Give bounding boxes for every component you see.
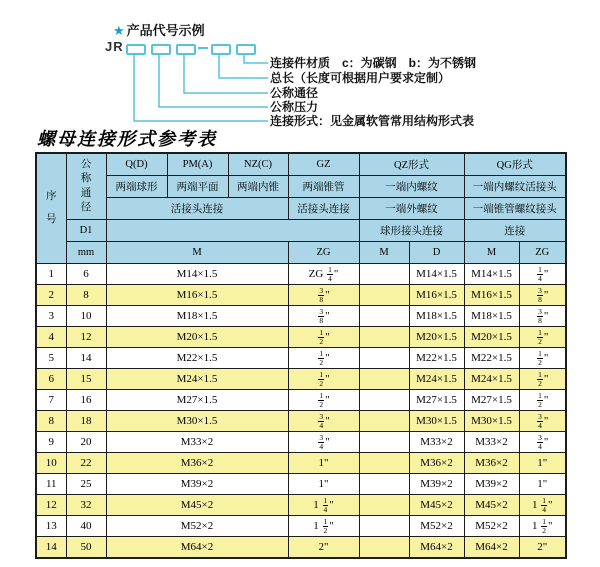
cell-qz-d: M39×2: [409, 474, 464, 495]
cell-qz-m: [359, 264, 409, 285]
header-qg-desc2: 一端锥管螺纹接头: [464, 198, 566, 220]
cell-qg-m: M39×2: [464, 474, 519, 495]
cell-qz-m: [359, 474, 409, 495]
stacked-fraction: $\frac{3}{8}$: [319, 306, 324, 325]
cell-seq: 3: [36, 306, 66, 327]
page-title: 螺母连接形式参考表: [37, 129, 217, 149]
cell-qg-m: M20×1.5: [464, 327, 519, 348]
stacked-fraction: $\frac{1}{4}$: [323, 495, 328, 514]
cell-qz-d: M27×1.5: [409, 390, 464, 411]
header-unit-zg: ZG: [288, 242, 359, 264]
cell-m: M22×1.5: [106, 348, 288, 369]
cell-zg: $\frac{3}{4}$ ": [288, 411, 359, 432]
stacked-fraction: $\frac{1}{4}$: [328, 264, 332, 283]
cell-qg-m: M16×1.5: [464, 285, 519, 306]
cell-qz-d: M24×1.5: [409, 369, 464, 390]
cell-qz-m: [359, 327, 409, 348]
cell-zg: $\frac{3}{4}$ ": [288, 432, 359, 453]
cell-zg: $\frac{1}{2}$ ": [288, 327, 359, 348]
table-row: [36, 390, 566, 411]
stacked-fraction: $\frac{3}{4}$: [538, 411, 542, 430]
header-gz-conn: 活接头连接: [288, 198, 359, 220]
cell-mm: 20: [66, 432, 106, 453]
header-pm-desc: 两端平面: [167, 176, 228, 198]
cell-seq: 11: [36, 474, 66, 495]
cell-qz-d: M16×1.5: [409, 285, 464, 306]
cell-qz-d: M22×1.5: [409, 348, 464, 369]
header-unit-qz-m: M: [359, 242, 409, 264]
cell-qg-zg: 1": [519, 453, 566, 474]
cell-seq: 14: [36, 537, 66, 559]
cell-mm: 32: [66, 495, 106, 516]
cell-qg-m: M18×1.5: [464, 306, 519, 327]
cell-mm: 50: [66, 537, 106, 559]
cell-mm: 12: [66, 327, 106, 348]
stacked-fraction: $\frac{1}{2}$: [319, 390, 324, 409]
cell-qz-d: M18×1.5: [409, 306, 464, 327]
cell-m: M30×1.5: [106, 411, 288, 432]
cell-m: M45×2: [106, 495, 288, 516]
table-row: [36, 516, 566, 537]
code-prefix: JR: [105, 39, 124, 54]
cell-qg-zg: $\frac{3}{4}$ ": [519, 411, 566, 432]
table-body: [36, 264, 566, 559]
table-row: [36, 306, 566, 327]
header-col-qg: QG形式: [464, 153, 566, 176]
cell-seq: 13: [36, 516, 66, 537]
cell-m: M27×1.5: [106, 390, 288, 411]
cell-zg: 1 $\frac{1}{2}$ ": [288, 516, 359, 537]
table-row: [36, 495, 566, 516]
cell-mm: 8: [66, 285, 106, 306]
cell-qg-m: M30×1.5: [464, 411, 519, 432]
cell-m: M64×2: [106, 537, 288, 559]
table-row: [36, 264, 566, 285]
stacked-fraction: $\frac{3}{8}$: [538, 306, 542, 325]
cell-mm: 22: [66, 453, 106, 474]
cell-m: M36×2: [106, 453, 288, 474]
cell-qz-d: M64×2: [409, 537, 464, 559]
header-left-conn: 活接头连接: [106, 198, 288, 220]
cell-seq: 1: [36, 264, 66, 285]
cell-m: M18×1.5: [106, 306, 288, 327]
cell-qz-d: M33×2: [409, 432, 464, 453]
cell-zg: $\frac{3}{8}$ ": [288, 285, 359, 306]
stacked-fraction: $\frac{1}{2}$: [538, 327, 542, 346]
header-unit-qz-d: D: [409, 242, 464, 264]
cell-qg-zg: $\frac{1}{2}$ ": [519, 348, 566, 369]
table-row: [36, 285, 566, 306]
cell-qg-m: M52×2: [464, 516, 519, 537]
cell-qz-d: M45×2: [409, 495, 464, 516]
cell-qg-m: M45×2: [464, 495, 519, 516]
header-seq: 序号: [36, 153, 66, 264]
cell-zg: $\frac{1}{2}$ ": [288, 348, 359, 369]
cell-qg-zg: $\frac{1}{2}$ ": [519, 327, 566, 348]
cell-qz-m: [359, 411, 409, 432]
header-row-4: [36, 220, 566, 242]
cell-qg-zg: 1 $\frac{1}{4}$ ": [519, 495, 566, 516]
cell-zg: 1 $\frac{1}{4}$ ": [288, 495, 359, 516]
cell-qz-m: [359, 348, 409, 369]
cell-mm: 25: [66, 474, 106, 495]
stacked-fraction: $\frac{1}{2}$: [538, 369, 542, 388]
table-row: [36, 411, 566, 432]
cell-mm: 6: [66, 264, 106, 285]
header-row-2: [36, 176, 566, 198]
cell-qz-m: [359, 537, 409, 559]
stacked-fraction: $\frac{1}{2}$: [538, 390, 542, 409]
cell-mm: 15: [66, 369, 106, 390]
cell-seq: 10: [36, 453, 66, 474]
stacked-fraction: $\frac{1}{4}$: [538, 264, 542, 283]
header-col-q: Q(D): [106, 153, 167, 176]
cell-qg-m: M33×2: [464, 432, 519, 453]
cell-qz-m: [359, 495, 409, 516]
cell-qz-d: M52×2: [409, 516, 464, 537]
cell-zg: 1": [288, 453, 359, 474]
header-qg-conn: 连接: [464, 220, 566, 242]
stacked-fraction: $\frac{1}{2}$: [319, 348, 324, 367]
header-row-3: [36, 198, 566, 220]
table-row: [36, 369, 566, 390]
cell-qz-m: [359, 306, 409, 327]
cell-seq: 8: [36, 411, 66, 432]
header-d1: D1: [66, 220, 106, 242]
cell-qz-m: [359, 369, 409, 390]
table-row: [36, 348, 566, 369]
header-col-gz: GZ: [288, 153, 359, 176]
table-row: [36, 432, 566, 453]
cell-mm: 14: [66, 348, 106, 369]
cell-qz-m: [359, 285, 409, 306]
label-nominal-diameter: 公称通径: [270, 86, 319, 100]
table-row: [36, 537, 566, 559]
cell-zg: $\frac{3}{8}$ ": [288, 306, 359, 327]
cell-seq: 5: [36, 348, 66, 369]
cell-qz-d: M30×1.5: [409, 411, 464, 432]
cell-zg: $\frac{1}{2}$ ": [288, 369, 359, 390]
header-col-qz: QZ形式: [359, 153, 464, 176]
stacked-fraction: $\frac{3}{4}$: [538, 432, 542, 451]
cell-qg-zg: $\frac{1}{4}$ ": [519, 264, 566, 285]
cell-qg-zg: $\frac{1}{2}$ ": [519, 369, 566, 390]
header-gz-desc: 两端锥管: [288, 176, 359, 198]
header-col-pm: PM(A): [167, 153, 228, 176]
cell-seq: 12: [36, 495, 66, 516]
label-nominal-pressure: 公称压力: [270, 100, 319, 114]
cell-seq: 6: [36, 369, 66, 390]
header-q-desc: 两端球形: [106, 176, 167, 198]
header-qg-desc1: 一端内螺纹活接头: [464, 176, 566, 198]
cell-qz-d: M14×1.5: [409, 264, 464, 285]
label-connector-material: 连接件材质 c：为碳钢 b：为不锈钢: [270, 56, 477, 70]
cell-mm: 10: [66, 306, 106, 327]
header-qz-desc2: 一端外螺纹: [359, 198, 464, 220]
label-total-length: 总长（长度可根据用户要求定制）: [270, 71, 451, 85]
header-nz-desc: 两端内锥: [228, 176, 288, 198]
cell-qz-m: [359, 516, 409, 537]
stacked-fraction: $\frac{3}{4}$: [319, 411, 324, 430]
cell-qg-m: M24×1.5: [464, 369, 519, 390]
star-icon: ★: [113, 23, 125, 38]
cell-m: M52×2: [106, 516, 288, 537]
cell-qg-m: M14×1.5: [464, 264, 519, 285]
cell-m: M16×1.5: [106, 285, 288, 306]
header-qz-conn: 球形接头连接: [359, 220, 464, 242]
header-unit-qg-zg: ZG: [519, 242, 566, 264]
header-row-1: [36, 153, 566, 176]
cell-seq: 9: [36, 432, 66, 453]
cell-m: M20×1.5: [106, 327, 288, 348]
cell-seq: 7: [36, 390, 66, 411]
cell-qz-m: [359, 432, 409, 453]
cell-zg: 1": [288, 474, 359, 495]
cell-seq: 4: [36, 327, 66, 348]
cell-qg-zg: 2": [519, 537, 566, 559]
stacked-fraction: $\frac{3}{8}$: [538, 285, 542, 304]
cell-mm: 40: [66, 516, 106, 537]
diagram-heading-text: 产品代号示例: [126, 23, 205, 38]
cell-qg-zg: 1 $\frac{1}{2}$ ": [519, 516, 566, 537]
reference-table: [35, 152, 567, 559]
cell-qg-m: M64×2: [464, 537, 519, 559]
cell-qg-zg: $\frac{1}{2}$ ": [519, 390, 566, 411]
table-row: [36, 474, 566, 495]
cell-qg-zg: $\frac{3}{8}$ ": [519, 285, 566, 306]
cell-qz-m: [359, 453, 409, 474]
cell-seq: 2: [36, 285, 66, 306]
table-row: [36, 453, 566, 474]
header-nominal-diameter: 公称通径: [66, 153, 106, 220]
header-unit-mm: mm: [66, 242, 106, 264]
header-empty-cell: [106, 220, 359, 242]
header-unit-m: M: [106, 242, 288, 264]
cell-m: M39×2: [106, 474, 288, 495]
cell-m: M24×1.5: [106, 369, 288, 390]
cell-qz-m: [359, 390, 409, 411]
stacked-fraction: $\frac{1}{2}$: [319, 369, 324, 388]
stacked-fraction: $\frac{1}{4}$: [542, 495, 546, 514]
cell-m: M33×2: [106, 432, 288, 453]
cell-mm: 18: [66, 411, 106, 432]
cell-zg: ZG $\frac{1}{4}$ ": [288, 264, 359, 285]
table-row: [36, 327, 566, 348]
cell-qz-d: M20×1.5: [409, 327, 464, 348]
stacked-fraction: $\frac{1}{2}$: [542, 516, 546, 535]
cell-qg-zg: 1": [519, 474, 566, 495]
cell-qg-m: M36×2: [464, 453, 519, 474]
cell-zg: 2": [288, 537, 359, 559]
header-qz-desc1: 一端内螺纹: [359, 176, 464, 198]
label-connection-form: 连接形式：见金属软管常用结构形式表: [270, 114, 475, 128]
stacked-fraction: $\frac{1}{2}$: [323, 516, 328, 535]
stacked-fraction: $\frac{3}{4}$: [319, 432, 324, 451]
cell-qg-m: M27×1.5: [464, 390, 519, 411]
cell-qg-m: M22×1.5: [464, 348, 519, 369]
stacked-fraction: $\frac{1}{2}$: [319, 327, 324, 346]
cell-zg: $\frac{1}{2}$ ": [288, 390, 359, 411]
header-unit-qg-m: M: [464, 242, 519, 264]
header-row-5: [36, 242, 566, 264]
stacked-fraction: $\frac{3}{8}$: [319, 285, 324, 304]
stacked-fraction: $\frac{1}{2}$: [538, 348, 542, 367]
cell-qg-zg: $\frac{3}{8}$ ": [519, 306, 566, 327]
cell-qz-d: M36×2: [409, 453, 464, 474]
cell-qg-zg: $\frac{3}{4}$ ": [519, 432, 566, 453]
cell-m: M14×1.5: [106, 264, 288, 285]
header-col-nz: NZ(C): [228, 153, 288, 176]
cell-mm: 16: [66, 390, 106, 411]
